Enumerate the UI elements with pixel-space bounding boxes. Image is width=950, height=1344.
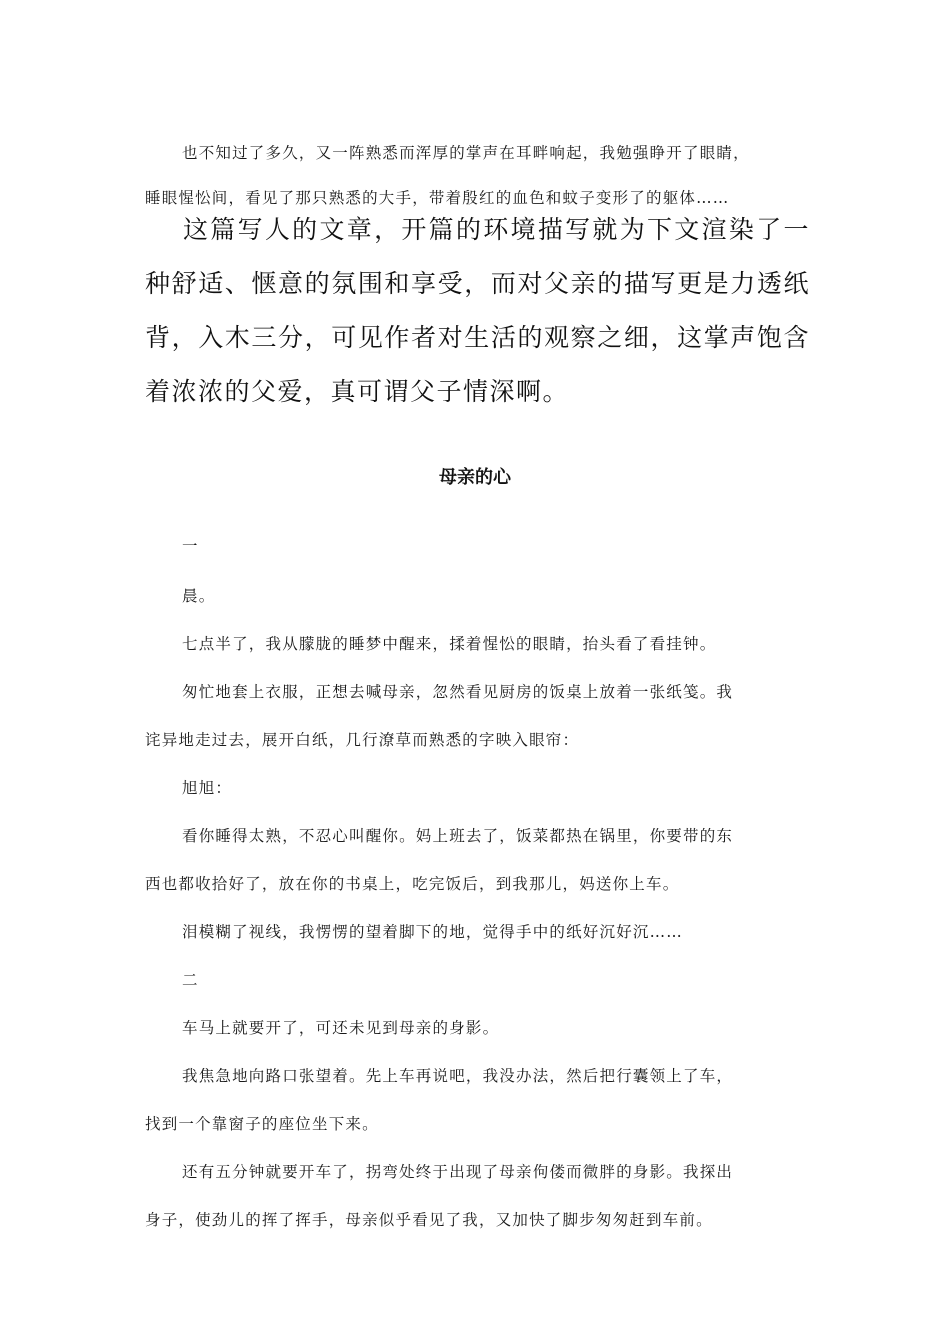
letter-line-1: 看你睡得太熟，不忍心叫醒你。妈上班去了，饭菜都热在锅里，你要带的东 bbox=[182, 827, 734, 845]
paragraph-wait-line-2: 找到一个靠窗子的座位坐下来。 bbox=[145, 1115, 379, 1133]
paragraph-dawn: 晨。 bbox=[182, 587, 216, 605]
paragraph-bus: 车马上就要开了，可还未见到母亲的身影。 bbox=[182, 1019, 500, 1037]
paragraph-wake: 七点半了，我从朦胧的睡梦中醒来，揉着惺忪的眼睛，抬头看了看挂钟。 bbox=[182, 635, 717, 653]
paragraph-note-line-1: 匆忙地套上衣服，正想去喊母亲，忽然看见厨房的饭桌上放着一张纸笺。我 bbox=[182, 683, 734, 701]
paragraph-wait-line-1: 我焦急地向路口张望着。先上车再说吧，我没办法，然后把行囊领上了车， bbox=[182, 1067, 734, 1085]
intro-line-1: 也不知过了多久，又一阵熟悉而浑厚的掌声在耳畔响起，我勉强睁开了眼睛， bbox=[182, 144, 750, 162]
section-1-marker: 一 bbox=[182, 537, 199, 555]
story-title: 母亲的心 bbox=[439, 467, 511, 488]
paragraph-note-line-2: 诧异地走过去，展开白纸，几行潦草而熟悉的字映入眼帘： bbox=[145, 731, 580, 749]
section-2-marker: 二 bbox=[182, 971, 199, 989]
intro-line-2: 睡眼惺忪间，看见了那只熟悉的大手，带着殷红的血色和蚊子变形了的躯体…… bbox=[145, 189, 730, 207]
letter-salutation: 旭旭： bbox=[182, 779, 233, 797]
commentary-paragraph: 这篇写人的文章，开篇的环境描写就为下文渲染了一种舒适、惬意的氛围和享受，而对父亲的描写更是力透纸背，入木三分，可见作者对生活的观察之细，这掌声饱含着浓浓的父爱，真可谓父子情深啊。 bbox=[145, 215, 810, 406]
letter-line-2: 西也都收拾好了，放在你的书桌上，吃完饭后，到我那儿，妈送你上车。 bbox=[145, 875, 680, 893]
paragraph-tears: 泪模糊了视线，我愣愣的望着脚下的地，觉得手中的纸好沉好沉…… bbox=[182, 923, 684, 941]
paragraph-arrive-line-1: 还有五分钟就要开车了，拐弯处终于出现了母亲佝偻而微胖的身影。我探出 bbox=[182, 1163, 734, 1181]
paragraph-arrive-line-2: 身子，使劲儿的挥了挥手，母亲似乎看见了我，又加快了脚步匆匆赶到车前。 bbox=[145, 1211, 713, 1229]
